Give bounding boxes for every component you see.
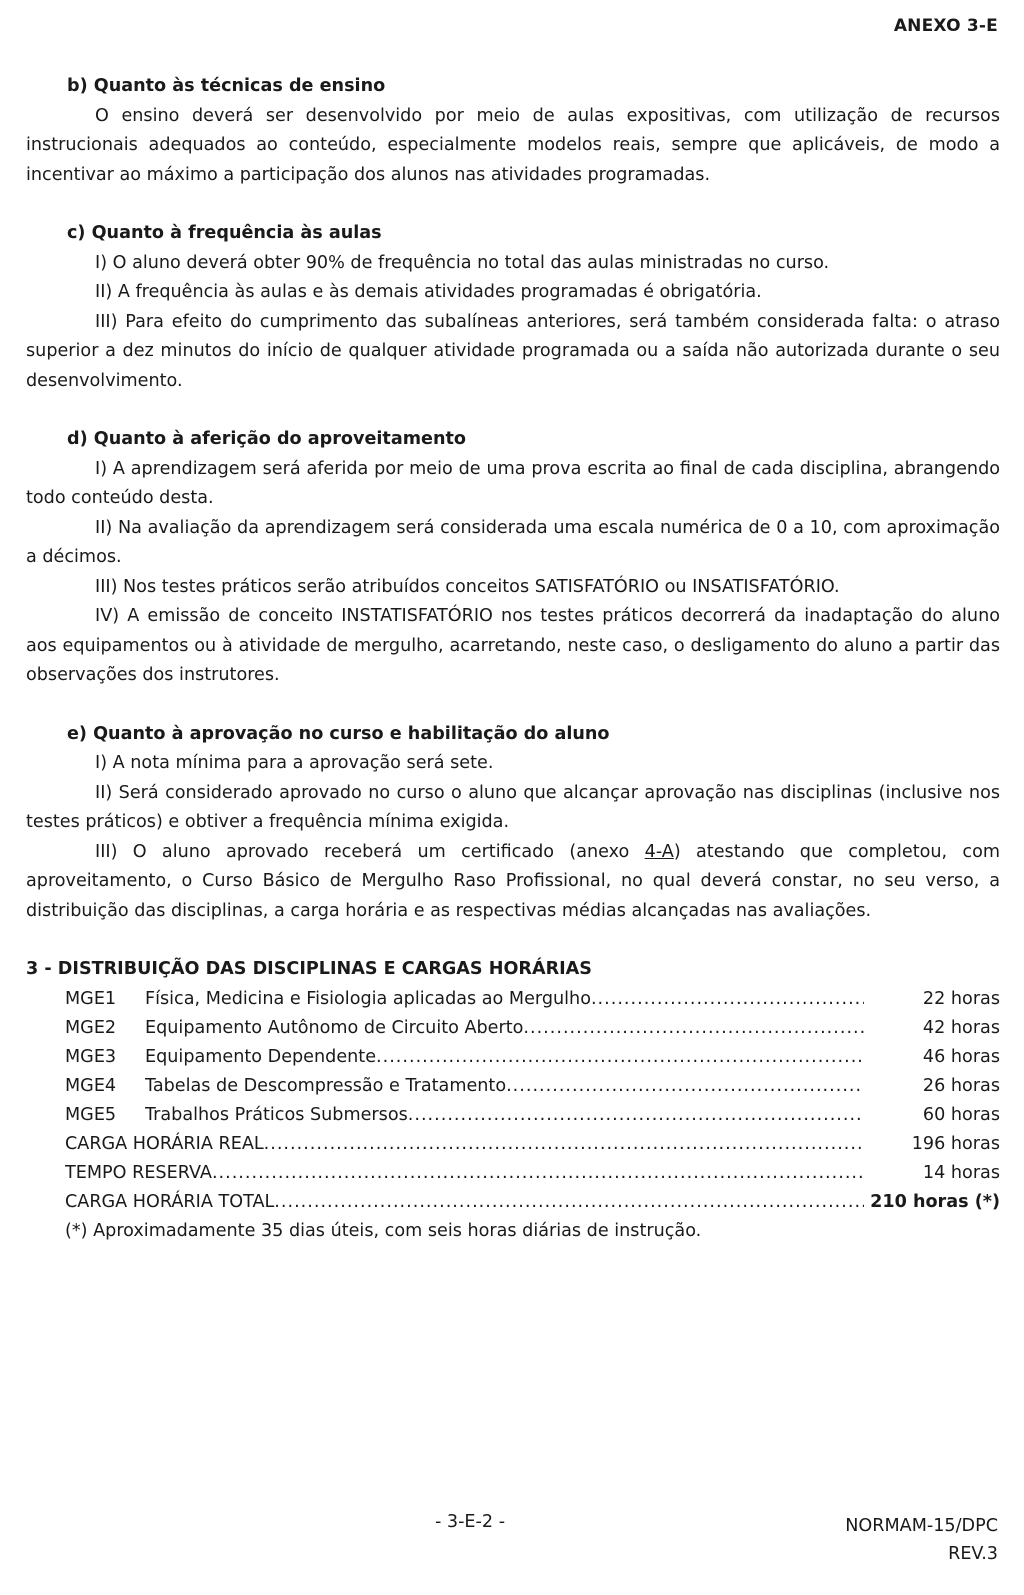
total-description — [65, 1188, 864, 1218]
discipline-row — [65, 1043, 1000, 1072]
section-b — [26, 72, 1000, 190]
dot-leader — [274, 1188, 864, 1218]
section-d-paragraph-2: II) Na avaliação da aprendizagem será considerada uma escala numérica de 0 a 10, com aproximação a décimos. — [26, 517, 1000, 567]
total-row-real — [65, 1130, 1000, 1159]
distribution-section — [26, 955, 1000, 1246]
total-label: CARGA HORÁRIA TOTAL — [65, 1191, 275, 1212]
discipline-description — [145, 1014, 864, 1044]
page-number: - 3-E-2 - — [434, 1512, 506, 1532]
section-d-title: d) Quanto à aferição do aproveitamento — [67, 429, 466, 449]
section-e — [26, 720, 1000, 927]
section-c-paragraph-2: II) A frequência às aulas e às demais atividades programadas é obrigatória. — [95, 282, 762, 302]
discipline-hours: 46 horas — [922, 1046, 1000, 1067]
discipline-code: MGE3 — [65, 1046, 117, 1067]
total-description — [65, 1130, 864, 1160]
discipline-row — [65, 1072, 1000, 1101]
total-hours: 210 horas (*) — [870, 1191, 1000, 1212]
dot-leader — [376, 1043, 864, 1073]
total-label: CARGA HORÁRIA REAL — [65, 1133, 264, 1154]
discipline-description — [145, 1101, 864, 1131]
section-d-paragraph-4: IV) A emissão de conceito INSTATISFATÓRIO nos testes práticos decorrerá da inadaptação do aluno aos equipamentos ou à atividade de mergulho, acarretando, neste caso, o desligamento do aluno a partir das observações dos instrutores. — [26, 606, 1000, 685]
section-b-title: b) Quanto às técnicas de ensino — [67, 76, 386, 96]
dot-leader — [212, 1159, 864, 1189]
discipline-hours: 26 horas — [922, 1075, 1000, 1096]
discipline-row — [65, 1014, 1000, 1043]
total-row-total — [65, 1188, 1000, 1217]
dot-leader — [591, 985, 864, 1015]
dot-leader — [408, 1101, 864, 1131]
dot-leader — [264, 1130, 864, 1160]
section-e-paragraph-3-end: ) atestando que completou, com aproveitamento, o Curso Básico de Mergulho Raso Profissional, no qual deverá constar, no seu verso, a distribuição das disciplinas, a carga horária e as respectivas médias alcançadas nas avaliações. — [26, 841, 1000, 921]
section-e-title: e) Quanto à aprovação no curso e habilitação do aluno — [67, 723, 610, 744]
section-d-paragraph-1: I) A aprendizagem será aferida por meio de uma prova escrita ao final de cada disciplina, abrangendo todo conteúdo desta. — [26, 458, 1000, 508]
section-c-paragraph-3: III) Para efeito do cumprimento das subalíneas anteriores, será também considerada falta: o atraso superior a dez minutos do início de qualquer atividade programada ou a saída não autorizada durante o seu desenvolvimento. — [26, 311, 1000, 391]
footnote: (*) Aproximadamente 35 dias úteis, com seis horas diárias de instrução. — [65, 1220, 702, 1241]
distribution-title: 3 - DISTRIBUIÇÃO DAS DISCIPLINAS E CARGAS HORÁRIAS — [26, 959, 592, 979]
revision-label: REV.3 — [948, 1544, 998, 1564]
discipline-name: Equipamento Autônomo de Circuito Aberto — [145, 1017, 524, 1038]
discipline-description — [145, 1072, 864, 1102]
discipline-name: Equipamento Dependente — [145, 1046, 377, 1067]
section-e-paragraph-3-start: III) O aluno aprovado receberá um certificado (anexo — [95, 841, 645, 862]
section-e-paragraph-3 — [26, 838, 1000, 927]
section-e-paragraph-1: I) A nota mínima para a aprovação será sete. — [95, 753, 494, 773]
section-c-title: c) Quanto à frequência às aulas — [67, 223, 382, 243]
discipline-description — [145, 985, 864, 1015]
footer-doc-info — [845, 1512, 998, 1568]
dot-leader — [506, 1072, 864, 1102]
total-hours: 14 horas — [922, 1162, 1000, 1183]
section-d-paragraph-3: III) Nos testes práticos serão atribuídos conceitos SATISFATÓRIO ou INSATISFATÓRIO. — [95, 576, 840, 597]
distribution-table — [65, 985, 1000, 1217]
discipline-description — [145, 1043, 864, 1073]
discipline-name: Física, Medicina e Fisiologia aplicadas ao Mergulho — [145, 988, 591, 1009]
discipline-code: MGE2 — [65, 1017, 117, 1038]
discipline-code: MGE4 — [65, 1075, 117, 1096]
discipline-row — [65, 1101, 1000, 1130]
discipline-name: Tabelas de Descompressão e Tratamento — [145, 1075, 507, 1096]
section-c — [26, 219, 1000, 396]
discipline-hours: 42 horas — [922, 1017, 1000, 1038]
section-d — [26, 425, 1000, 691]
section-b-paragraph-1: O ensino deverá ser desenvolvido por meio de aulas expositivas, com utilização de recursos instrucionais adequados ao conteúdo, especialmente modelos reais, sempre que aplicáveis, de modo a incentivar ao máximo a participação dos alunos nas atividades programadas. — [26, 105, 1000, 185]
document-code: NORMAM-15/DPC — [845, 1516, 998, 1536]
total-row-reserve — [65, 1159, 1000, 1188]
discipline-code: MGE5 — [65, 1104, 117, 1125]
document-body — [26, 72, 1000, 1275]
total-label: TEMPO RESERVA — [65, 1162, 212, 1183]
annex-reference-link[interactable]: 4-A — [644, 841, 674, 862]
discipline-hours: 60 horas — [922, 1104, 1000, 1125]
dot-leader — [523, 1014, 864, 1044]
total-hours: 196 horas — [911, 1133, 1000, 1154]
annex-label: ANEXO 3-E — [893, 16, 998, 36]
discipline-hours: 22 horas — [922, 988, 1000, 1009]
discipline-code: MGE1 — [65, 988, 117, 1009]
discipline-row — [65, 985, 1000, 1014]
section-c-paragraph-1: I) O aluno deverá obter 90% de frequência no total das aulas ministradas no curso. — [95, 252, 830, 273]
discipline-name: Trabalhos Práticos Submersos — [145, 1104, 408, 1125]
section-e-paragraph-2: II) Será considerado aprovado no curso o aluno que alcançar aprovação nas disciplinas (inclusive nos testes práticos) e obtiver a frequência mínima exigida. — [26, 782, 1000, 832]
total-description — [65, 1159, 864, 1189]
